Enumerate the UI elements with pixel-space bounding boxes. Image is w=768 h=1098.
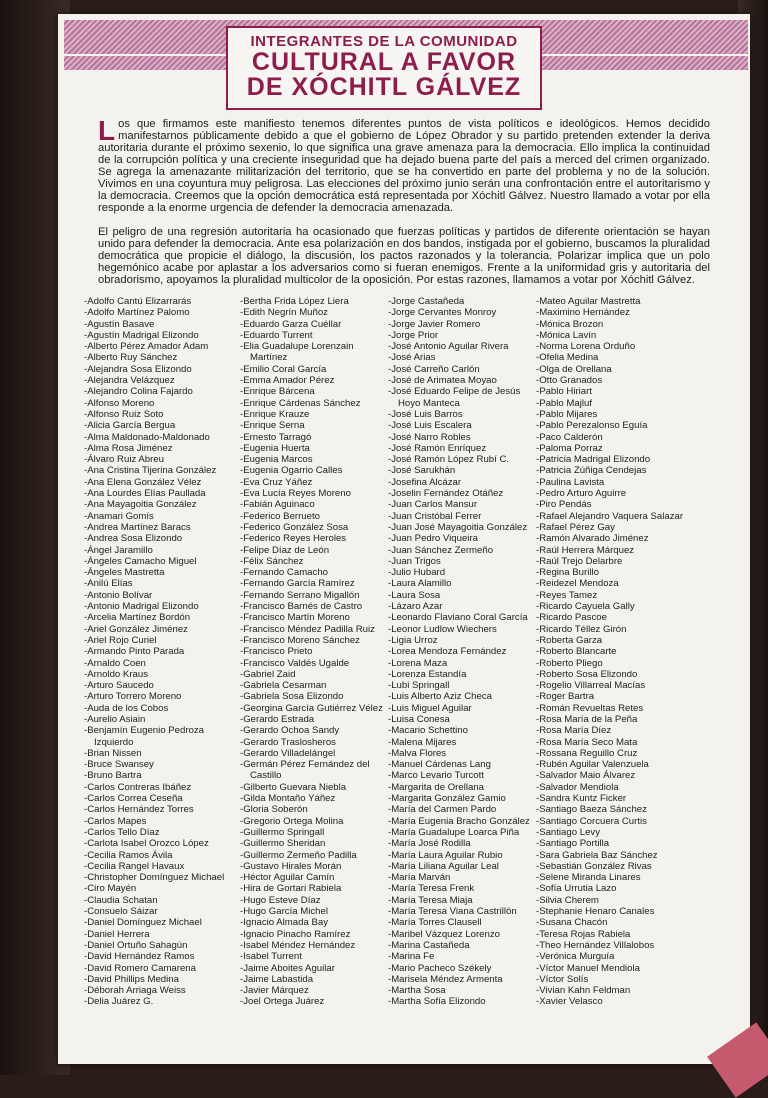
signatory-name: -Ofelia Medina: [536, 352, 599, 364]
signatory-name: -Federico Reyes Heroles: [240, 533, 347, 545]
signatory-name: -Aurelio Asiain: [84, 713, 146, 725]
signatory-name: -Mónica Lavín: [536, 329, 597, 341]
signatory-name: -Ernesto Tarragó: [240, 431, 312, 443]
signatory-name: -Francisco Martín Moreno: [240, 612, 350, 624]
signatory-name: -Teresa Rojas Rabiela: [536, 928, 631, 940]
signatory-name: -Rosa María Díez: [536, 725, 612, 737]
signatory-name: -Malena Mijares: [388, 736, 457, 748]
signatory-name: -Gerardo Ochoa Sandy: [240, 725, 340, 737]
signatory-name: -Alejandra Velázquez: [84, 375, 175, 387]
signatories-column-4: [536, 296, 696, 1008]
signatory-name: -Ignacio Pinacho Ramírez: [240, 928, 351, 940]
signatory-name: -Eugenia Ogarrio Calles: [240, 465, 343, 477]
signatory-name: -Eduardo Turrent: [240, 329, 313, 341]
signatory-name: -Federico González Sosa: [240, 521, 349, 533]
signatory-name: -Víctor Solís: [536, 973, 589, 985]
signatory-name: -Eugenia Marcos: [240, 454, 313, 466]
signatory-name: -Santiago Levy: [536, 826, 600, 838]
signatory-name: -Rosa María de la Peña: [536, 713, 638, 725]
signatory-name: -Román Revueltas Retes: [536, 702, 644, 714]
signatory-name: -Norma Lorena Orduño: [536, 341, 636, 353]
signatory-name: -Theo Hernández Villalobos: [536, 939, 655, 951]
signatory-name: -María Laura Aguilar Rubio: [388, 849, 503, 861]
signatory-name: -Georgina García Gutiérrez Vélez: [240, 702, 383, 714]
signatory-name: -Sebastián González Rivas: [536, 860, 652, 872]
signatory-name: -Carlos Hernández Torres: [84, 804, 194, 816]
signatory-name: -Gerardo Villadelángel: [240, 747, 336, 759]
signatory-name: -Eugenia Huerta: [240, 442, 310, 454]
signatory-name: -Arcelia Martínez Bordón: [84, 612, 191, 624]
signatory-name: -Gilda Montaño Yáñez: [240, 793, 336, 805]
signatory-name: -Déborah Arriaga Weiss: [84, 985, 186, 997]
signatory-name: -Lorea Mendoza Fernández: [388, 646, 507, 658]
signatory-name: -Félix Sánchez: [240, 555, 304, 567]
signatory-name: -Ariel Rojo Curiel: [84, 634, 157, 646]
signatory-name: -Lorena Maza: [388, 657, 448, 669]
signatory-name: -Agustín Madrigal Elizondo: [84, 329, 199, 341]
signatory-name: -Maximino Hernández: [536, 307, 630, 319]
signatory-name: -José de Arimatea Moyao: [388, 375, 497, 387]
signatory-name: -Francisco Barnés de Castro: [240, 601, 363, 613]
signatory-name: -Jorge Javier Romero: [388, 318, 481, 330]
signatory-name: -Silvia Cherem: [536, 894, 599, 906]
signatory-name: -Alfonso Moreno: [84, 397, 155, 409]
signatory-name: -Javier Márquez: [240, 985, 309, 997]
signatory-name: -Juan José Mayagoitia González: [388, 521, 528, 533]
signatory-name: -Alma Rosa Jiménez: [84, 442, 173, 454]
signatory-name: -Francisco Méndez Padilla Ruiz: [240, 623, 375, 635]
signatory-name: -David Romero Camarena: [84, 962, 196, 974]
signatory-name: -María José Rodilla: [388, 838, 471, 850]
signatory-name: -Regina Burillo: [536, 567, 599, 579]
signatory-name: -Jorge Prior: [388, 329, 439, 341]
signatory-name: -Hugo Esteve Díaz: [240, 894, 321, 906]
signatory-name: -Olga de Orellana: [536, 363, 612, 375]
signatory-name: -Ricardo Pascoe: [536, 612, 607, 624]
signatory-name: -Arturo Torrero Moreno: [84, 691, 182, 703]
signatory-name: -Gloria Soberón: [240, 804, 308, 816]
signatories-column-2: [240, 296, 400, 1008]
signatory-name: -Isabel Méndez Hernández: [240, 939, 356, 951]
signatory-name: -Rafael Alejandro Vaquera Salazar: [536, 510, 684, 522]
signatory-name: -Pablo Majluf: [536, 397, 592, 409]
signatory-name: -Bertha Frida López Liera: [240, 296, 349, 307]
signatory-name: -Adolfo Cantú Elizarrarás: [84, 296, 192, 307]
signatory-name: -Ignacio Almada Bay: [240, 917, 328, 929]
signatory-name: -Christopher Domínguez Michael: [84, 872, 225, 884]
signatory-name: -Hira de Gortari Rabiela: [240, 883, 342, 895]
signatory-name: -Felipe Díaz de León: [240, 544, 330, 556]
signatory-name: -Eva Cruz Yáñez: [240, 476, 313, 488]
signatory-name: Martínez: [250, 352, 288, 364]
signatory-name: -Eva Lucía Reyes Moreno: [240, 488, 351, 500]
signatory-name: -José Luis Barros: [388, 408, 463, 420]
signatory-name: -Reidezel Mendoza: [536, 578, 619, 590]
signatory-name: -Santiago Baeza Sánchez: [536, 804, 647, 816]
signatory-name: -José Sarukhán: [388, 465, 456, 477]
signatory-name: -Alfonso Ruiz Soto: [84, 408, 164, 420]
signatory-name: -Martha Sosa: [388, 985, 446, 997]
signatory-name: -Alberto Pérez Amador Adam: [84, 341, 209, 353]
signatory-name: -David Hernández Ramos: [84, 951, 195, 963]
headline-box: [226, 26, 542, 110]
signatory-name: -Ramón Alvarado Jiménez: [536, 533, 649, 545]
signatory-name: -Lorenza Estandía: [388, 668, 467, 680]
paragraph-1-text: os que firmamos este manifiesto tenemos diferentes puntos de vista políticos e ideológicos. Hemos decidido manifestarnos públicamente debido a que el gobierno de López Obrador y su partido pretenden extender la deriva autoritaria durante el próximo sexenio, lo que significa una grave amenaza para la democracia. Ello implica la continuidad de la corrupción política y una creciente inseguridad que ha dejado buena parte del país a merced del crimen organizado. Se agrega la amenazante militarización del territorio, que se ha convertido en parte del problema y no de la solución. Vivimos en una coyuntura muy peligrosa. Las elecciones del próximo junio serán una confrontación entre el autoritarismo y la democracia. Creemos que la opción democrática está representada por Xóchitl Gálvez. Nuestro llamado a votar por ella responde a la enorme urgencia de defender la democracia amenazada.: [98, 118, 710, 214]
manifesto-paragraph-2: El peligro de una regresión autoritaria ha ocasionado que fuerzas políticas y partidos de diferente orientación se hayan unido para defender la democracia. Ante esa polarización en dos bandos, instigada por el gobierno, buscamos la pluralidad democrática que propicie el diálogo, la discusión, los pactos razonados y la tolerancia. Polarizar implica que un polo hegemónico acabe por aplastar a los adversarios como si fueran enemigos. Frente a la uniformidad gris y autoritaria del obradorismo, apoyamos la pluralidad multicolor de la oposición. Por estas razones, llamamos a votar por Xóchitl Gálvez.: [98, 226, 710, 286]
signatory-name: -Paco Calderón: [536, 431, 603, 443]
signatory-name: -José Ramón López Rubí C.: [388, 454, 510, 466]
signatory-name: -Marina Castañeda: [388, 939, 470, 951]
signatory-name: -Macario Schettino: [388, 725, 468, 737]
signatory-name: -Francisco Valdés Ugalde: [240, 657, 350, 669]
signatory-name: -Sofía Urrutia Lazo: [536, 883, 617, 895]
signatory-name: -Margarita González Gamio: [388, 793, 506, 805]
signatory-name: -Ricardo Cayuela Gally: [536, 601, 635, 613]
signatory-name: -Alberto Ruy Sánchez: [84, 352, 178, 364]
signatory-name: -Stephanie Henaro Canales: [536, 906, 655, 918]
signatory-name: -Agustín Basave: [84, 318, 155, 330]
signatory-name: -Anamari Gomís: [84, 510, 154, 522]
signatory-name: -Daniel Ortuño Sahagún: [84, 939, 188, 951]
signatory-name: -Malva Flores: [388, 747, 447, 759]
signatory-name: -Sara Gabriela Baz Sánchez: [536, 849, 658, 861]
signatory-name: -Marisela Méndez Armenta: [388, 973, 503, 985]
signatory-name: -Pablo Perezalonso Eguía: [536, 420, 648, 432]
signatory-name: -Gabriel Zaid: [240, 668, 296, 680]
signatory-name: -Lázaro Azar: [388, 601, 443, 613]
signatory-name: -Otto Granados: [536, 375, 603, 387]
signatory-name: -Mónica Brozon: [536, 318, 604, 330]
signatory-name: -Roberto Sosa Elizondo: [536, 668, 638, 680]
signatory-name: -Rossana Reguillo Cruz: [536, 747, 638, 759]
signatory-name: -José Ramón Enríquez: [388, 442, 487, 454]
signatory-name: -Juan Cristóbal Ferrer: [388, 510, 482, 522]
signatory-name: -Alejandra Sosa Elizondo: [84, 363, 192, 375]
signatory-name: -Luisa Conesa: [388, 713, 450, 725]
signatory-name: -Ana Mayagoitia González: [84, 499, 197, 511]
headline-line-3: DE XÓCHITL GÁLVEZ: [246, 73, 522, 101]
signatory-name: -Guillermo Sheridan: [240, 838, 326, 850]
headline-line-2: CULTURAL A FAVOR: [251, 48, 517, 76]
signatory-name: -Bruno Bartra: [84, 770, 142, 782]
drop-cap: L: [98, 115, 116, 146]
signatory-name: -Auda de los Cobos: [84, 702, 169, 714]
signatory-name: -Joel Ortega Juárez: [240, 996, 325, 1008]
signatory-name: -Paulina Lavista: [536, 476, 605, 488]
signatory-name: -Mateo Aguilar Mastretta: [536, 296, 641, 307]
signatory-name: -Ana Lourdes Elías Paullada: [84, 488, 206, 500]
signatory-name: -Maribel Vázquez Lorenzo: [388, 928, 500, 940]
signatory-name: -Rafael Pérez Gay: [536, 521, 615, 533]
signatory-name: -Paloma Porraz: [536, 442, 603, 454]
signatory-name: -Marco Levario Turcott: [388, 770, 484, 782]
signatory-name: -José Antonio Aguilar Rivera: [388, 341, 509, 353]
decorative-stripe-right: [536, 56, 748, 70]
signatory-name: -Víctor Manuel Mendiola: [536, 962, 640, 974]
signatory-name: -Julio Hubard: [388, 567, 446, 579]
signatory-name: -Patricia Zúñiga Cendejas: [536, 465, 647, 477]
signatory-name: -Piro Pendás: [536, 499, 592, 511]
signatory-name: -Adolfo Martínez Palomo: [84, 307, 190, 319]
signatory-name: -Luis Alberto Aziz Checa: [388, 691, 492, 703]
signatory-name: -José Eduardo Felipe de Jesús: [388, 386, 521, 398]
signatory-name: -Joselin Fernández Otáñez: [388, 488, 504, 500]
signatory-name: -Jorge Cervantes Monroy: [388, 307, 497, 319]
signatory-name: -Cecilia Ramos Ávila: [84, 849, 173, 861]
signatory-name: Izquierdo: [94, 736, 134, 748]
signatory-name: -Federico Berrueto: [240, 510, 320, 522]
signatory-name: -Gregorio Ortega Molina: [240, 815, 344, 827]
signatory-name: -Ariel González Jiménez: [84, 623, 188, 635]
signatory-name: -Arnaldo Coen: [84, 657, 146, 669]
newspaper-page: [58, 14, 750, 1064]
signatory-name: -Ana Elena González Vélez: [84, 476, 202, 488]
signatory-name: -Jorge Castañeda: [388, 296, 465, 307]
signatory-name: -Emma Amador Pérez: [240, 375, 335, 387]
signatories-column-3: [388, 296, 548, 1008]
signatory-name: -Lubi Springall: [388, 680, 450, 692]
signatory-name: -Jaime Labastida: [240, 973, 314, 985]
signatory-name: -Bruce Swansey: [84, 759, 154, 771]
signatory-name: -Alejandro Colina Fajardo: [84, 386, 193, 398]
signatory-name: -Andrea Sosa Elizondo: [84, 533, 183, 545]
signatory-name: -Roberto Blancarte: [536, 646, 617, 658]
signatory-name: -Gilberto Guevara Niebla: [240, 781, 347, 793]
signatory-name: -Elia Guadalupe Lorenzain: [240, 341, 354, 353]
signatory-name: -Ana Cristina Tijerina González: [84, 465, 217, 477]
signatory-name: -Carlos Mapes: [84, 815, 147, 827]
signatory-name: -Pablo Hiriart: [536, 386, 592, 398]
signatory-name: -Rosa María Seco Mata: [536, 736, 638, 748]
manifesto-paragraph-1: [98, 115, 710, 214]
signatory-name: -Héctor Aguilar Camín: [240, 872, 335, 884]
signatory-name: -Antonio Madrigal Elizondo: [84, 601, 199, 613]
signatory-name: -Juan Pedro Viqueira: [388, 533, 478, 545]
signatory-name: -Laura Sosa: [388, 589, 441, 601]
signatory-name: -Susana Chacón: [536, 917, 608, 929]
signatory-name: -Arnoldo Kraus: [84, 668, 148, 680]
signatory-name: -Pedro Arturo Aguirre: [536, 488, 627, 500]
signatory-name: -María Torres Clausell: [388, 917, 482, 929]
signatory-name: -Salvador Maio Álvarez: [536, 770, 636, 782]
signatory-name: -Germán Pérez Fernández del: [240, 759, 370, 771]
signatory-name: -José Carreño Carlón: [388, 363, 480, 375]
signatory-name: -Roberta Garza: [536, 634, 603, 646]
signatory-name: -Enrique Bárcena: [240, 386, 315, 398]
headline-line-1: INTEGRANTES DE LA COMUNIDAD: [250, 33, 518, 50]
signatory-name: -Guillermo Springall: [240, 826, 325, 838]
signatory-name: -María Liliana Aguilar Leal: [388, 860, 499, 872]
signatory-name: -María Teresa Viana Castrillón: [388, 906, 517, 918]
signatory-name: -Sandra Kuntz Ficker: [536, 793, 627, 805]
signatories-column-1: [84, 296, 244, 1008]
signatory-name: -Selene Miranda Linares: [536, 872, 641, 884]
signatory-name: -Claudia Schatan: [84, 894, 158, 906]
signatory-name: -Ciro Mayén: [84, 883, 137, 895]
signatory-name: -Benjamín Eugenio Pedroza: [84, 725, 204, 737]
signatory-name: -Vivian Kahn Feldman: [536, 985, 631, 997]
signatory-name: -Raúl Trejo Delarbre: [536, 555, 623, 567]
signatory-name: -Francisco Moreno Sánchez: [240, 634, 360, 646]
signatory-name: -Ligia Urroz: [388, 634, 438, 646]
signatory-name: -Enrique Cárdenas Sánchez: [240, 397, 361, 409]
signatory-name: -Juan Trigos: [388, 555, 441, 567]
signatory-name: -Guillermo Zermeño Padilla: [240, 849, 357, 861]
decorative-stripe-left: [64, 56, 244, 70]
signatory-name: -Antonio Bolívar: [84, 589, 153, 601]
signatory-name: -Enrique Serna: [240, 420, 305, 432]
signatory-name: -Roger Bartra: [536, 691, 595, 703]
signatory-name: -David Phillips Medina: [84, 973, 179, 985]
signatory-name: -Edith Negrín Muñoz: [240, 307, 328, 319]
signatory-name: -María Teresa Miaja: [388, 894, 473, 906]
signatory-name: -Fernando Serrano Migallón: [240, 589, 360, 601]
signatory-name: -Armando Pinto Parada: [84, 646, 185, 658]
signatory-name: -María Teresa Frenk: [388, 883, 475, 895]
signatory-name: -Mario Pacheco Székely: [388, 962, 492, 974]
signatory-name: -Reyes Tamez: [536, 589, 598, 601]
signatory-name: -Eduardo Garza Cuéllar: [240, 318, 342, 330]
signatory-name: -Laura Alamillo: [388, 578, 452, 590]
signatory-name: -Anilú Elías: [84, 578, 133, 590]
signatory-name: -Gabriela Sosa Elizondo: [240, 691, 344, 703]
signatory-name: -Rogelio Villarreal Macías: [536, 680, 646, 692]
signatory-name: -Carlota Isabel Orozco López: [84, 838, 209, 850]
signatory-name: -Rubén Aguilar Valenzuela: [536, 759, 649, 771]
signatory-name: -Carlos Tello Díaz: [84, 826, 160, 838]
signatory-name: -Álvaro Ruiz Abreu: [84, 454, 164, 466]
signatory-name: -Gustavo Hirales Morán: [240, 860, 342, 872]
signatory-name: -Alicia García Bergua: [84, 420, 176, 432]
signatory-name: -José Arias: [388, 352, 436, 364]
signatory-name: -Leonor Ludlow Wiechers: [388, 623, 497, 635]
signatory-name: -Fernando Camacho: [240, 567, 328, 579]
signatory-name: -Roberto Pliego: [536, 657, 603, 669]
signatory-name: -Emilio Coral García: [240, 363, 327, 375]
signatory-name: -Carlos Contreras Ibáñez: [84, 781, 192, 793]
signatory-name: -Jaime Aboites Aguilar: [240, 962, 335, 974]
signatory-name: -Leonardo Flaviano Coral García: [388, 612, 528, 624]
signatory-name: -Margarita de Orellana: [388, 781, 484, 793]
signatory-name: -Isabel Turrent: [240, 951, 302, 963]
signatory-name: -María Marván: [388, 872, 451, 884]
signatory-name: -Hugo García Michel: [240, 906, 328, 918]
signatory-name: -José Luis Escalera: [388, 420, 472, 432]
signatory-name: -Fabián Aguinaco: [240, 499, 315, 511]
signatory-name: -Enrique Krauze: [240, 408, 310, 420]
signatory-name: -Juan Sánchez Zermeño: [388, 544, 494, 556]
signatory-name: -María del Carmen Pardo: [388, 804, 497, 816]
signatory-name: -Josefina Alcázar: [388, 476, 462, 488]
signatory-name: -Ángeles Camacho Miguel: [84, 555, 197, 567]
signatory-name: -Brian Nissen: [84, 747, 142, 759]
signatory-name: -Daniel Domínguez Michael: [84, 917, 202, 929]
signatory-name: -Ángel Jaramillo: [84, 544, 153, 556]
signatory-name: -Raúl Herrera Márquez: [536, 544, 635, 556]
signatory-name: -Andrea Martínez Baracs: [84, 521, 191, 533]
signatory-name: -Luis Miguel Aguilar: [388, 702, 472, 714]
signatory-name: -Santiago Portilla: [536, 838, 610, 850]
signatory-name: -Daniel Herrera: [84, 928, 150, 940]
signatory-name: -Santiago Corcuera Curtis: [536, 815, 647, 827]
signatory-name: -Cecilia Rangel Havaux: [84, 860, 185, 872]
signatory-name: -Consuelo Sáizar: [84, 906, 158, 918]
signatory-name: Hoyo Manteca: [398, 397, 460, 409]
signatory-name: -Martha Sofía Elizondo: [388, 996, 486, 1008]
signatory-name: -Xavier Velasco: [536, 996, 603, 1008]
signatory-name: -Gabriela Cesarman: [240, 680, 327, 692]
signatory-name: -María Eugenia Bracho González: [388, 815, 530, 827]
signatory-name: -Ricardo Téllez Girón: [536, 623, 627, 635]
signatory-name: -Carlos Correa Ceseña: [84, 793, 183, 805]
signatory-name: -Delia Juárez G.: [84, 996, 154, 1008]
signatory-name: -Patricia Madrigal Elizondo: [536, 454, 651, 466]
signatory-name: -Gerardo Estrada: [240, 713, 315, 725]
signatory-name: -Arturo Saucedo: [84, 680, 154, 692]
signatory-name: -Fernando García Ramírez: [240, 578, 355, 590]
signatory-name: -Marina Fe: [388, 951, 435, 963]
signatory-name: -María Guadalupe Loarca Piña: [388, 826, 520, 838]
signatory-name: -José Narro Robles: [388, 431, 471, 443]
signatory-name: -Salvador Mendiola: [536, 781, 619, 793]
signatory-name: -Francisco Prieto: [240, 646, 313, 658]
signatory-name: Castillo: [250, 770, 282, 782]
signatory-name: -Juan Carlos Mansur: [388, 499, 478, 511]
signatory-name: -Verónica Murguía: [536, 951, 615, 963]
signatory-name: -Ángeles Mastretta: [84, 567, 165, 579]
signatory-name: -Gerardo Traslosheros: [240, 736, 336, 748]
signatory-name: -Manuel Cárdenas Lang: [388, 759, 491, 771]
signatory-name: -Alma Maldonado-Maldonado: [84, 431, 210, 443]
signatory-name: -Pablo Mijares: [536, 408, 598, 420]
